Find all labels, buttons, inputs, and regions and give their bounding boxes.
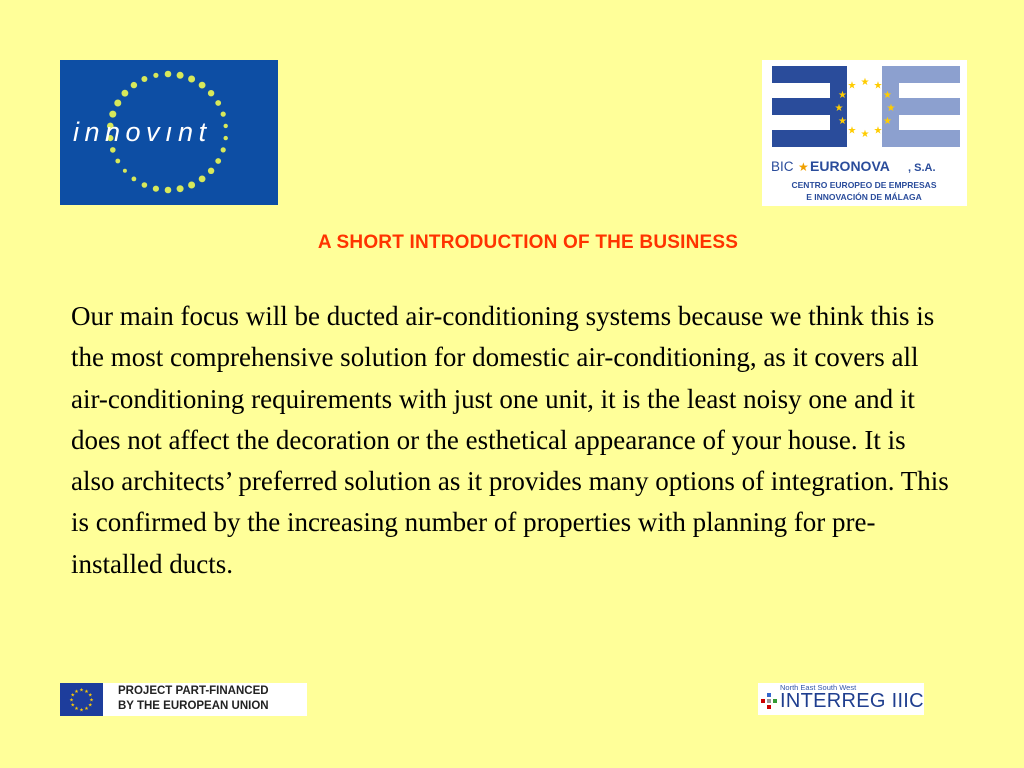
innovint-dot: [188, 182, 195, 189]
innovint-dot: [110, 147, 116, 153]
bic-subtitle-line1: CENTRO EUROPEO DE EMPRESAS: [791, 180, 937, 190]
eu-flag-star-icon: ★: [89, 697, 94, 704]
innovint-wordmark: innovınt: [73, 117, 212, 147]
innovint-dot: [221, 147, 226, 152]
innovint-dot: [114, 100, 121, 107]
innovint-logo-graphic: [60, 60, 278, 205]
eu-star-icon: ★: [873, 80, 883, 92]
innovint-dot: [132, 177, 137, 182]
interreg-mark-icon: [761, 693, 777, 709]
eu-funding-text: [118, 684, 269, 714]
eu-funding-line2: BY THE EUROPEAN UNION: [118, 700, 269, 712]
eu-star-icon: ★: [834, 103, 844, 114]
eu-star-icon: ★: [847, 125, 857, 137]
innovint-dot: [142, 182, 148, 188]
eu-star-icon: ★: [883, 90, 892, 101]
eu-star-icon: ★: [860, 129, 870, 140]
innovint-logo: [60, 60, 278, 205]
interreg-subtitle: North East South West: [780, 683, 857, 692]
eu-flag-star-icon: ★: [84, 706, 89, 713]
bic-brand-left: BIC: [771, 159, 794, 174]
eu-star-icon: ★: [883, 116, 892, 127]
innovint-dot: [122, 90, 129, 97]
eu-flag-star-icon: ★: [79, 687, 84, 694]
innovint-dot: [215, 158, 221, 164]
eu-flag-star-icon: ★: [74, 688, 79, 695]
eu-flag-icon: [60, 683, 103, 716]
innovint-dot: [177, 72, 184, 79]
bic-brand-main: EURONOVA: [810, 158, 890, 174]
eu-star-icon: ★: [838, 116, 847, 127]
innovint-dot: [123, 169, 127, 173]
eu-star-icon: ★: [886, 103, 896, 114]
innovint-dot: [215, 100, 221, 106]
eu-flag-star-icon: ★: [70, 692, 76, 699]
innovint-dot: [131, 82, 137, 88]
interreg-name: INTERREG IIIC: [780, 690, 924, 712]
innovint-dot: [153, 186, 159, 192]
innovint-dot: [115, 159, 120, 164]
eu-flag-star-icon: ★: [87, 702, 93, 709]
eu-star-icon: ★: [847, 80, 857, 92]
innovint-dot: [199, 176, 206, 183]
eu-star-icon: ★: [873, 125, 883, 137]
bic-subtitle-line2: E INNOVACIÓN DE MÁLAGA: [806, 192, 922, 202]
slide-title: A SHORT INTRODUCTION OF THE BUSINESS: [317, 232, 739, 253]
bic-star-glyph: ★: [798, 160, 809, 174]
innovint-dot: [224, 136, 228, 140]
bic-brand-suffix: , S.A.: [908, 162, 936, 174]
innovint-dot: [199, 82, 206, 89]
eu-funding-logo: [60, 683, 307, 716]
interreg-logo: [758, 683, 924, 715]
innovint-dot: [153, 73, 158, 78]
innovint-dot: [221, 112, 226, 117]
eu-flag-star-icon: ★: [79, 707, 84, 714]
innovint-dot: [141, 76, 147, 82]
eu-flag-star-icon: ★: [69, 697, 74, 704]
innovint-dot: [165, 187, 172, 194]
eu-star-icon: ★: [860, 77, 870, 88]
eu-funding-line1: PROJECT PART-FINANCED: [118, 685, 269, 697]
bic-euronova-logo-graphic: [762, 60, 967, 206]
innovint-dot: [177, 185, 184, 192]
innovint-dot: [165, 71, 172, 78]
slide-body-text: Our main focus will be ducted air-conditioning systems because we think this is the most comprehensive solution for domestic air-conditioning, as it covers all air-conditioning requirements with just one unit, it is the least noisy one and it does not affect the decoration or the esthetical appearance of your house. It is also architects’ preferred solution as it provides many options of integration. This is confirmed by the increasing number of properties with planning for pre-installed ducts.: [71, 301, 949, 579]
innovint-dot: [208, 90, 214, 96]
eu-flag-star-icon: ★: [74, 706, 79, 713]
eu-flag-star-icon: ★: [84, 688, 89, 695]
eu-flag-star-icon: ★: [87, 692, 93, 699]
innovint-dot: [224, 124, 228, 128]
innovint-dot: [208, 168, 214, 174]
eu-star-icon: ★: [838, 90, 847, 101]
eu-flag-star-icon: ★: [70, 702, 76, 709]
bic-euronova-logo: [762, 60, 967, 206]
innovint-dot: [188, 76, 195, 83]
